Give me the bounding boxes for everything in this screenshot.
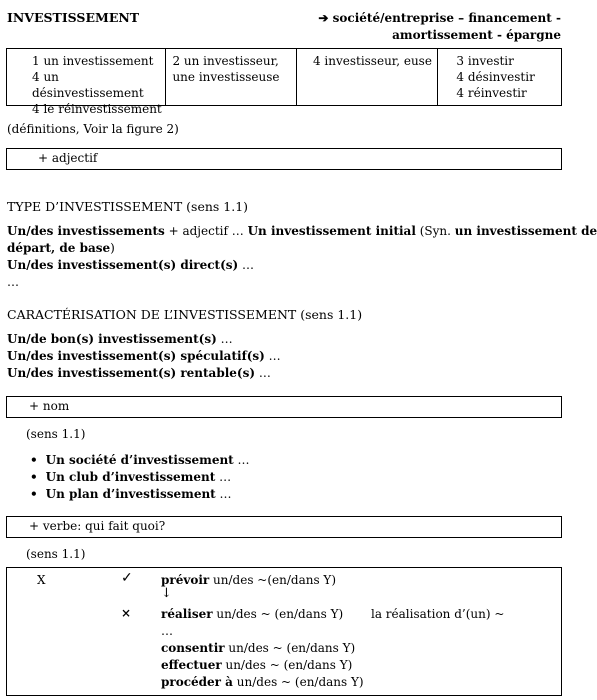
- carac-heading: CARACTÉRISATION DE L’INVESTISSEMENT (sens 1.1): [7, 307, 363, 322]
- adjective-section-bar: + adjectif: [6, 148, 562, 170]
- family-col-verbs: [438, 49, 561, 105]
- verb-note: la réalisation d’(un) ~: [371, 607, 505, 621]
- word-family-table: [6, 48, 562, 116]
- family-item: 4 réinvestir: [456, 86, 527, 100]
- noun-sense: (sens 1.1): [26, 427, 86, 441]
- family-item: une investisseuse: [172, 70, 280, 84]
- verb-sense: (sens 1.1): [26, 547, 86, 561]
- type-line-3: Un/des investissement(s) direct(s) …: [7, 258, 255, 272]
- family-item: 4 investisseur, euse: [312, 54, 432, 68]
- noun-list: [30, 452, 250, 503]
- entry-title: INVESTISSEMENT: [7, 10, 140, 25]
- verb-line: prévoir un/des ~(en/dans Y): [161, 573, 337, 587]
- carac-line: Un/des investissement(s) spéculatif(s) …: [7, 349, 281, 363]
- xref-line-1[interactable]: société/entreprise – financement -: [332, 11, 561, 25]
- family-item: 3 investir: [456, 54, 514, 68]
- family-col-agents: [166, 49, 296, 105]
- family-item: 2 un investisseur,: [172, 54, 279, 68]
- verb-table: [6, 567, 562, 696]
- verb-line: procéder à un/des ~ (en/dans Y): [161, 675, 364, 689]
- family-col-nouns: [7, 49, 166, 116]
- subject-x: X: [37, 573, 46, 587]
- family-item: 1 un investissement: [32, 54, 154, 68]
- noun-section-bar: + nom: [6, 396, 562, 418]
- cross-reference: [318, 10, 561, 44]
- verb-line: effectuer un/des ~ (en/dans Y): [161, 658, 353, 672]
- family-item: 4 un désinvestissement: [32, 70, 144, 100]
- arrow-right-icon: ➔: [318, 11, 329, 25]
- type-heading: TYPE D’INVESTISSEMENT (sens 1.1): [7, 199, 249, 214]
- cross-icon: ×: [121, 606, 132, 620]
- list-item: • Un plan d’investissement …: [30, 486, 250, 503]
- verb-dots: …: [161, 624, 173, 638]
- definitions-note[interactable]: (définitions, Voir la figure 2): [7, 122, 179, 136]
- xref-line-2[interactable]: amortissement - épargne: [392, 28, 561, 42]
- list-item: • Un club d’investissement …: [30, 469, 250, 486]
- carac-line: Un/des investissement(s) rentable(s) …: [7, 366, 271, 380]
- type-line-1: Un/des investissements + adjectif … Un investissement initial (Syn. un investissement de: [7, 224, 597, 238]
- family-item: 4 désinvestir: [456, 70, 535, 84]
- type-line-2: départ, de base): [7, 241, 115, 255]
- verb-line: consentir un/des ~ (en/dans Y): [161, 641, 356, 655]
- down-arrow-icon: ↓: [161, 586, 172, 601]
- type-line-4: …: [7, 275, 19, 289]
- check-icon: ✓: [121, 570, 133, 586]
- list-item: • Un société d’investissement …: [30, 452, 250, 469]
- family-item: 4 le réinvestissement: [32, 102, 162, 116]
- verb-line: réaliser un/des ~ (en/dans Y): [161, 607, 344, 621]
- carac-line: Un/de bon(s) investissement(s) …: [7, 332, 233, 346]
- verb-section-bar: + verbe: qui fait quoi?: [6, 516, 562, 538]
- family-col-adjectives: [297, 49, 438, 105]
